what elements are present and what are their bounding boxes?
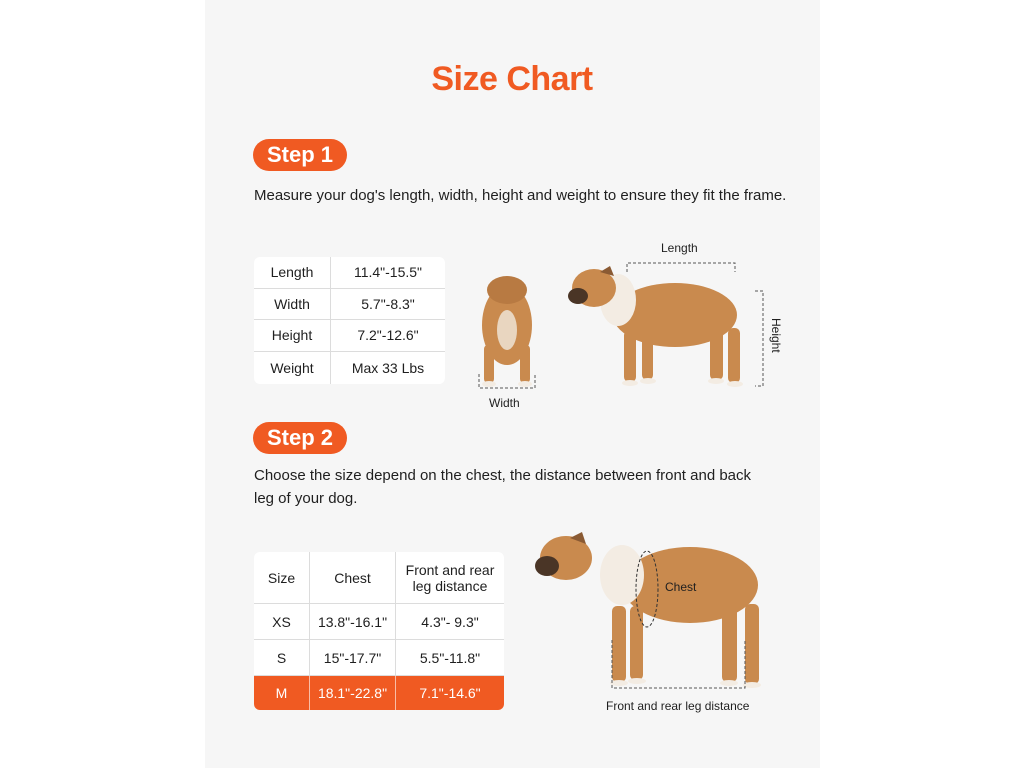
measure-value: 7.2"-12.6" bbox=[357, 327, 419, 344]
length-dimension-line bbox=[627, 263, 735, 272]
dog-rear-view-image bbox=[482, 276, 532, 387]
chest-cell: 18.1"-22.8" bbox=[310, 676, 396, 710]
table-row-highlighted bbox=[254, 676, 504, 710]
header-size: Size bbox=[254, 552, 310, 603]
size-table bbox=[254, 552, 504, 710]
measure-value: 11.4"-15.5" bbox=[353, 264, 423, 281]
step-2-badge: Step 2 bbox=[253, 422, 347, 454]
measure-label: Height bbox=[254, 320, 331, 351]
header-leg-distance: Front and rear leg distance bbox=[405, 561, 495, 594]
table-row bbox=[254, 640, 504, 676]
distance-cell: 4.3"- 9.3" bbox=[421, 613, 479, 630]
width-label: Width bbox=[489, 396, 520, 410]
measure-value: 5.7"-8.3" bbox=[361, 295, 415, 312]
step-1-badge: Step 1 bbox=[253, 139, 347, 171]
size-cell: S bbox=[254, 640, 310, 675]
distance-cell: 5.5"-11.8" bbox=[419, 649, 481, 666]
length-label: Length bbox=[661, 241, 698, 255]
measure-value: Max 33 Lbs bbox=[351, 359, 425, 376]
page-title: Size Chart bbox=[431, 60, 593, 98]
leg-distance-label: Front and rear leg distance bbox=[606, 699, 750, 713]
size-cell: XS bbox=[254, 604, 310, 639]
step-1-description: Measure your dog's length, width, height and weight to ensure they fit the frame. bbox=[254, 187, 787, 204]
step-2-description: Choose the size depend on the chest, the distance between front and back leg of your dog. bbox=[254, 467, 752, 507]
chest-cell: 13.8"-16.1" bbox=[310, 604, 396, 639]
height-dimension-line bbox=[755, 291, 763, 386]
dog-chest-view-image bbox=[535, 532, 761, 688]
table-header-row bbox=[254, 552, 504, 604]
dog-side-view-image bbox=[568, 266, 743, 387]
chest-cell: 15"-17.7" bbox=[310, 640, 396, 675]
measure-label: Width bbox=[254, 289, 331, 320]
height-label: Height bbox=[769, 318, 783, 353]
header-chest: Chest bbox=[310, 552, 396, 603]
measure-label: Weight bbox=[254, 352, 331, 384]
distance-cell: 7.1"-14.6" bbox=[419, 685, 481, 701]
measure-label: Length bbox=[254, 257, 331, 288]
table-row bbox=[254, 604, 504, 640]
chest-label: Chest bbox=[665, 580, 697, 594]
size-cell: M bbox=[254, 676, 310, 710]
